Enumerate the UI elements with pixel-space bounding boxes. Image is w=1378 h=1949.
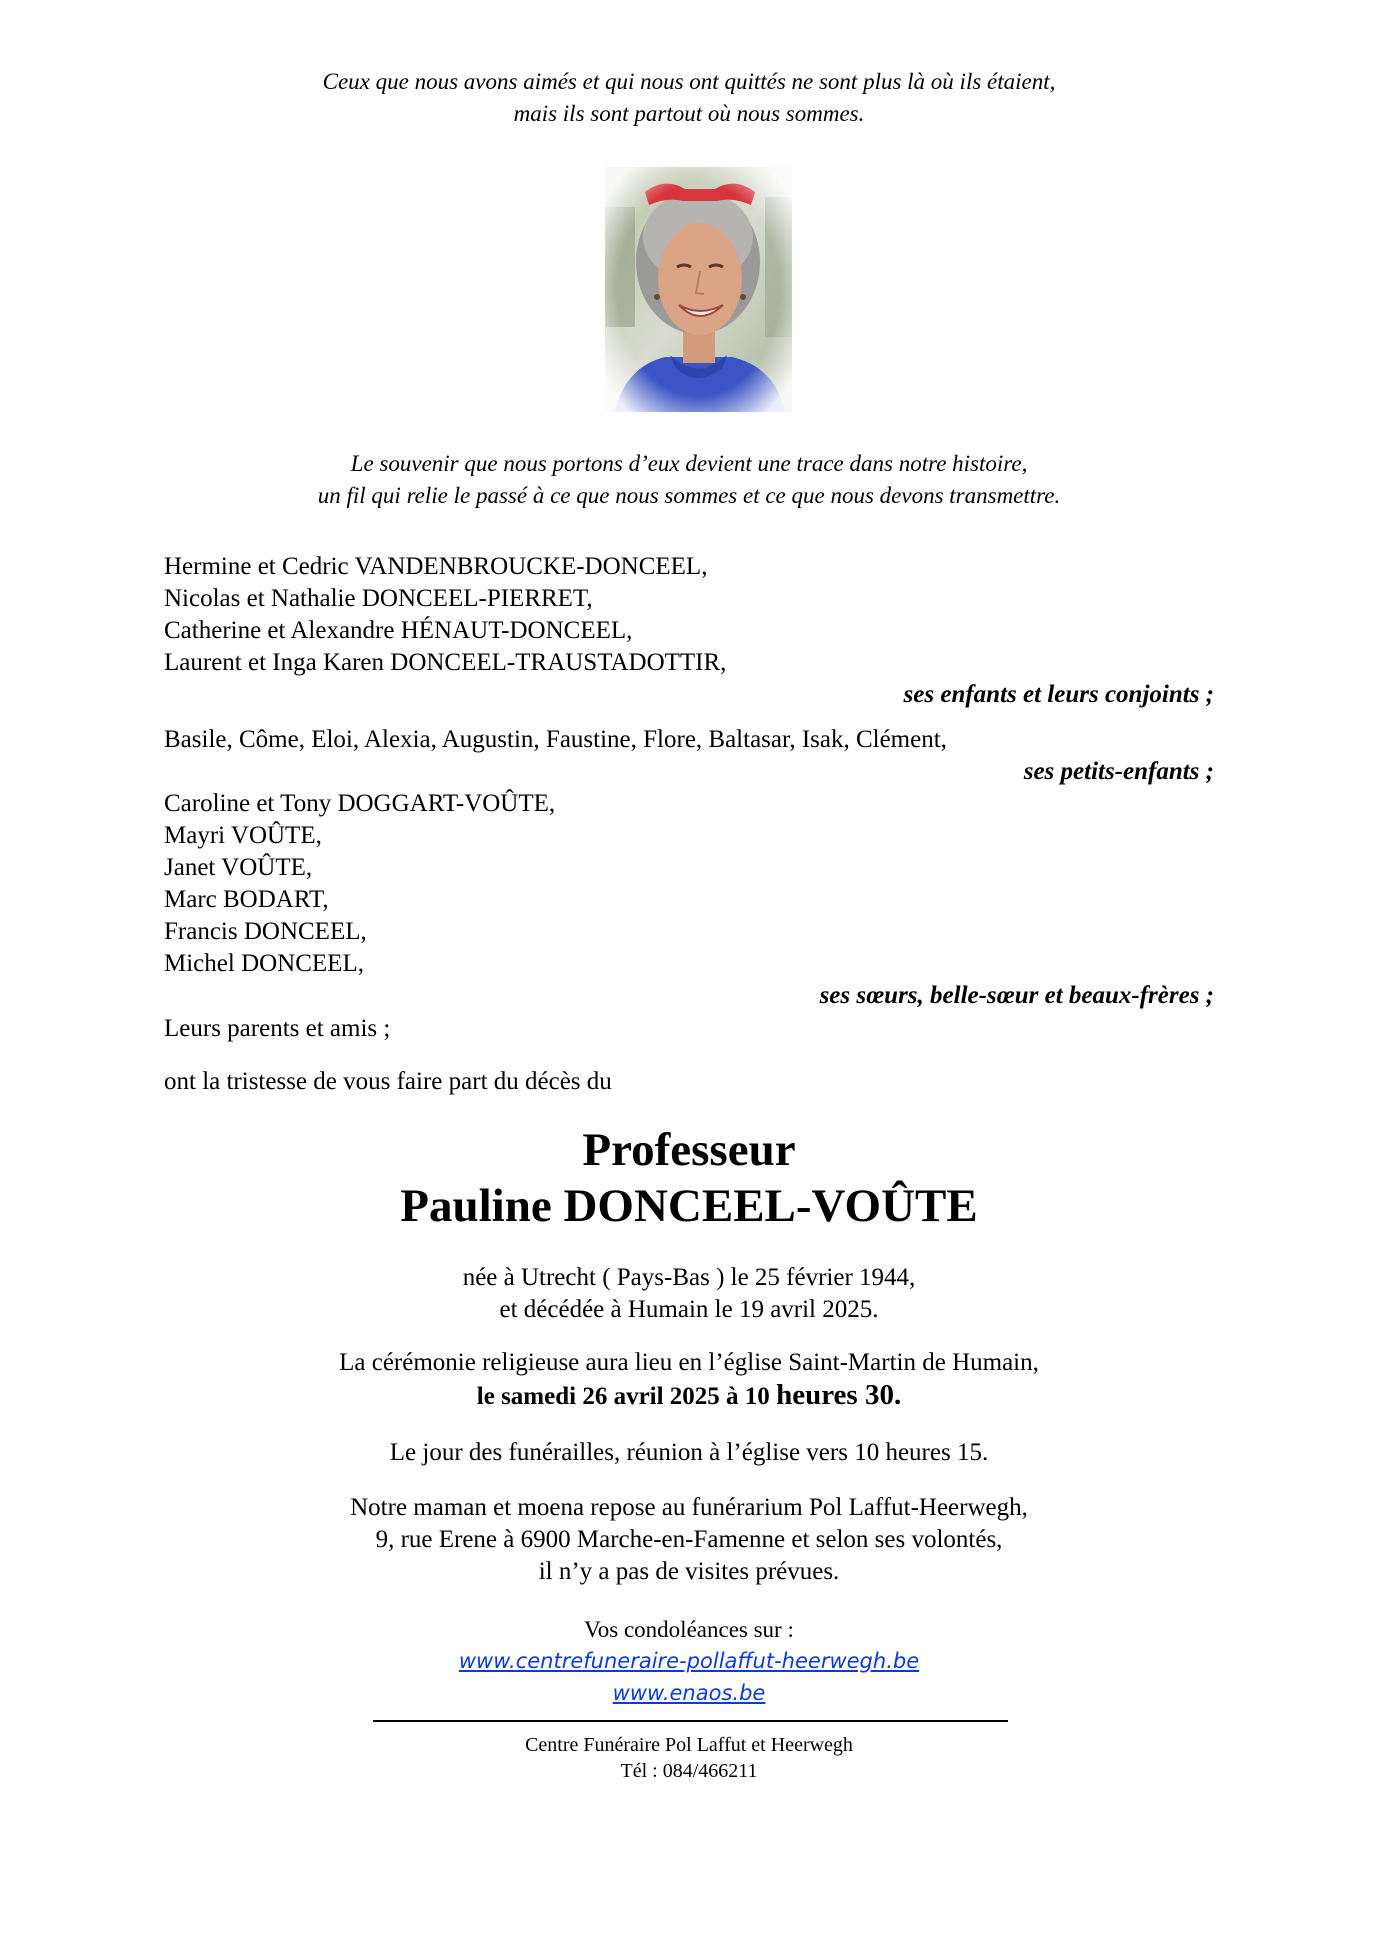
death-line: et décédée à Humain le 19 avril 2025.: [499, 1296, 879, 1323]
child-couple: Laurent et Inga Karen DONCEEL-TRAUSTADOTTIR,: [164, 649, 727, 676]
ceremony-date: le samedi 26 avril 2025 à 10: [476, 1383, 777, 1410]
siblings-block: [164, 788, 1214, 1012]
condolences-block: [0, 1614, 1378, 1709]
child-couple: Catherine et Alexandre HÉNAUT-DONCEEL,: [164, 617, 633, 644]
condolences-link-funeral-center[interactable]: www.centrefuneraire-pollaffut-heerwegh.be: [458, 1649, 920, 1673]
footer: [0, 1732, 1378, 1784]
memory-quote-line-2: un fil qui relie le passé à ce que nous sommes et ce que nous devons transmettre.: [317, 483, 1061, 508]
rest-line-1: Notre maman et moena repose au funérarium Pol Laffut-Heerwegh,: [350, 1494, 1028, 1521]
footer-divider: [373, 1720, 1008, 1722]
meeting-text: Le jour des funérailles, réunion à l’église vers 10 heures 15.: [389, 1439, 989, 1466]
announcement-line: [164, 1066, 1214, 1098]
sibling-name: Francis DONCEEL,: [164, 918, 367, 945]
grandchildren-names: Basile, Côme, Eloi, Alexia, Augustin, Faustine, Flore, Baltasar, Isak, Clément,: [164, 726, 947, 753]
memory-quote-line-1: Le souvenir que nous portons d’eux devient une trace dans notre histoire,: [350, 451, 1028, 476]
rest-line-3: il n’y a pas de visites prévues.: [538, 1558, 840, 1585]
portrait-photo: [605, 167, 792, 412]
ceremony-time: heures 30.: [776, 1379, 902, 1411]
announcement-text: ont la tristesse de vous faire part du décès du: [164, 1068, 612, 1095]
sibling-name: Janet VOÛTE,: [164, 854, 313, 881]
rest-line-2: 9, rue Erene à 6900 Marche-en-Famenne et selon ses volontés,: [375, 1526, 1003, 1553]
child-couple: Nicolas et Nathalie DONCEEL-PIERRET,: [164, 585, 593, 612]
meeting-line: [0, 1437, 1378, 1469]
memory-quote: [0, 448, 1378, 512]
children-block: [164, 551, 1214, 711]
opening-quote-line-2: mais ils sont partout où nous sommes.: [513, 101, 865, 126]
sibling-name: Marc BODART,: [164, 886, 329, 913]
grandchildren-role: ses petits-enfants ;: [1023, 758, 1214, 785]
footer-company: Centre Funéraire Pol Laffut et Heerwegh: [525, 1734, 853, 1756]
parents-friends-text: Leurs parents et amis ;: [164, 1015, 391, 1042]
condolences-label: Vos condoléances sur :: [584, 1617, 794, 1642]
opening-quote-line-1: Ceux que nous avons aimés et qui nous ont quittés ne sont plus là où ils étaient,: [322, 69, 1056, 94]
birth-line: née à Utrecht ( Pays-Bas ) le 25 février 1944,: [462, 1264, 916, 1291]
parents-friends-line: [164, 1013, 1214, 1045]
sibling-name: Mayri VOÛTE,: [164, 822, 322, 849]
rest-block: [0, 1492, 1378, 1588]
birth-death-block: [0, 1262, 1378, 1326]
ceremony-place: La cérémonie religieuse aura lieu en l’église Saint-Martin de Humain,: [339, 1349, 1039, 1376]
sibling-name: Caroline et Tony DOGGART-VOÛTE,: [164, 790, 556, 817]
condolences-link-enaos[interactable]: www.enaos.be: [612, 1681, 766, 1705]
footer-phone: Tél : 084/466211: [620, 1760, 758, 1782]
grandchildren-block: [164, 724, 1214, 788]
sibling-name: Michel DONCEEL,: [164, 950, 364, 977]
siblings-role: ses sœurs, belle-sœur et beaux-frères ;: [819, 982, 1214, 1009]
ceremony-datetime: [0, 1379, 1378, 1413]
child-couple: Hermine et Cedric VANDENBROUCKE-DONCEEL,: [164, 553, 708, 580]
ceremony-block: [0, 1347, 1378, 1413]
children-role: ses enfants et leurs conjoints ;: [903, 681, 1214, 708]
deceased-title: Professeur: [582, 1124, 796, 1176]
deceased-name: Pauline DONCEEL-VOÛTE: [400, 1180, 978, 1232]
opening-quote: [0, 66, 1378, 130]
